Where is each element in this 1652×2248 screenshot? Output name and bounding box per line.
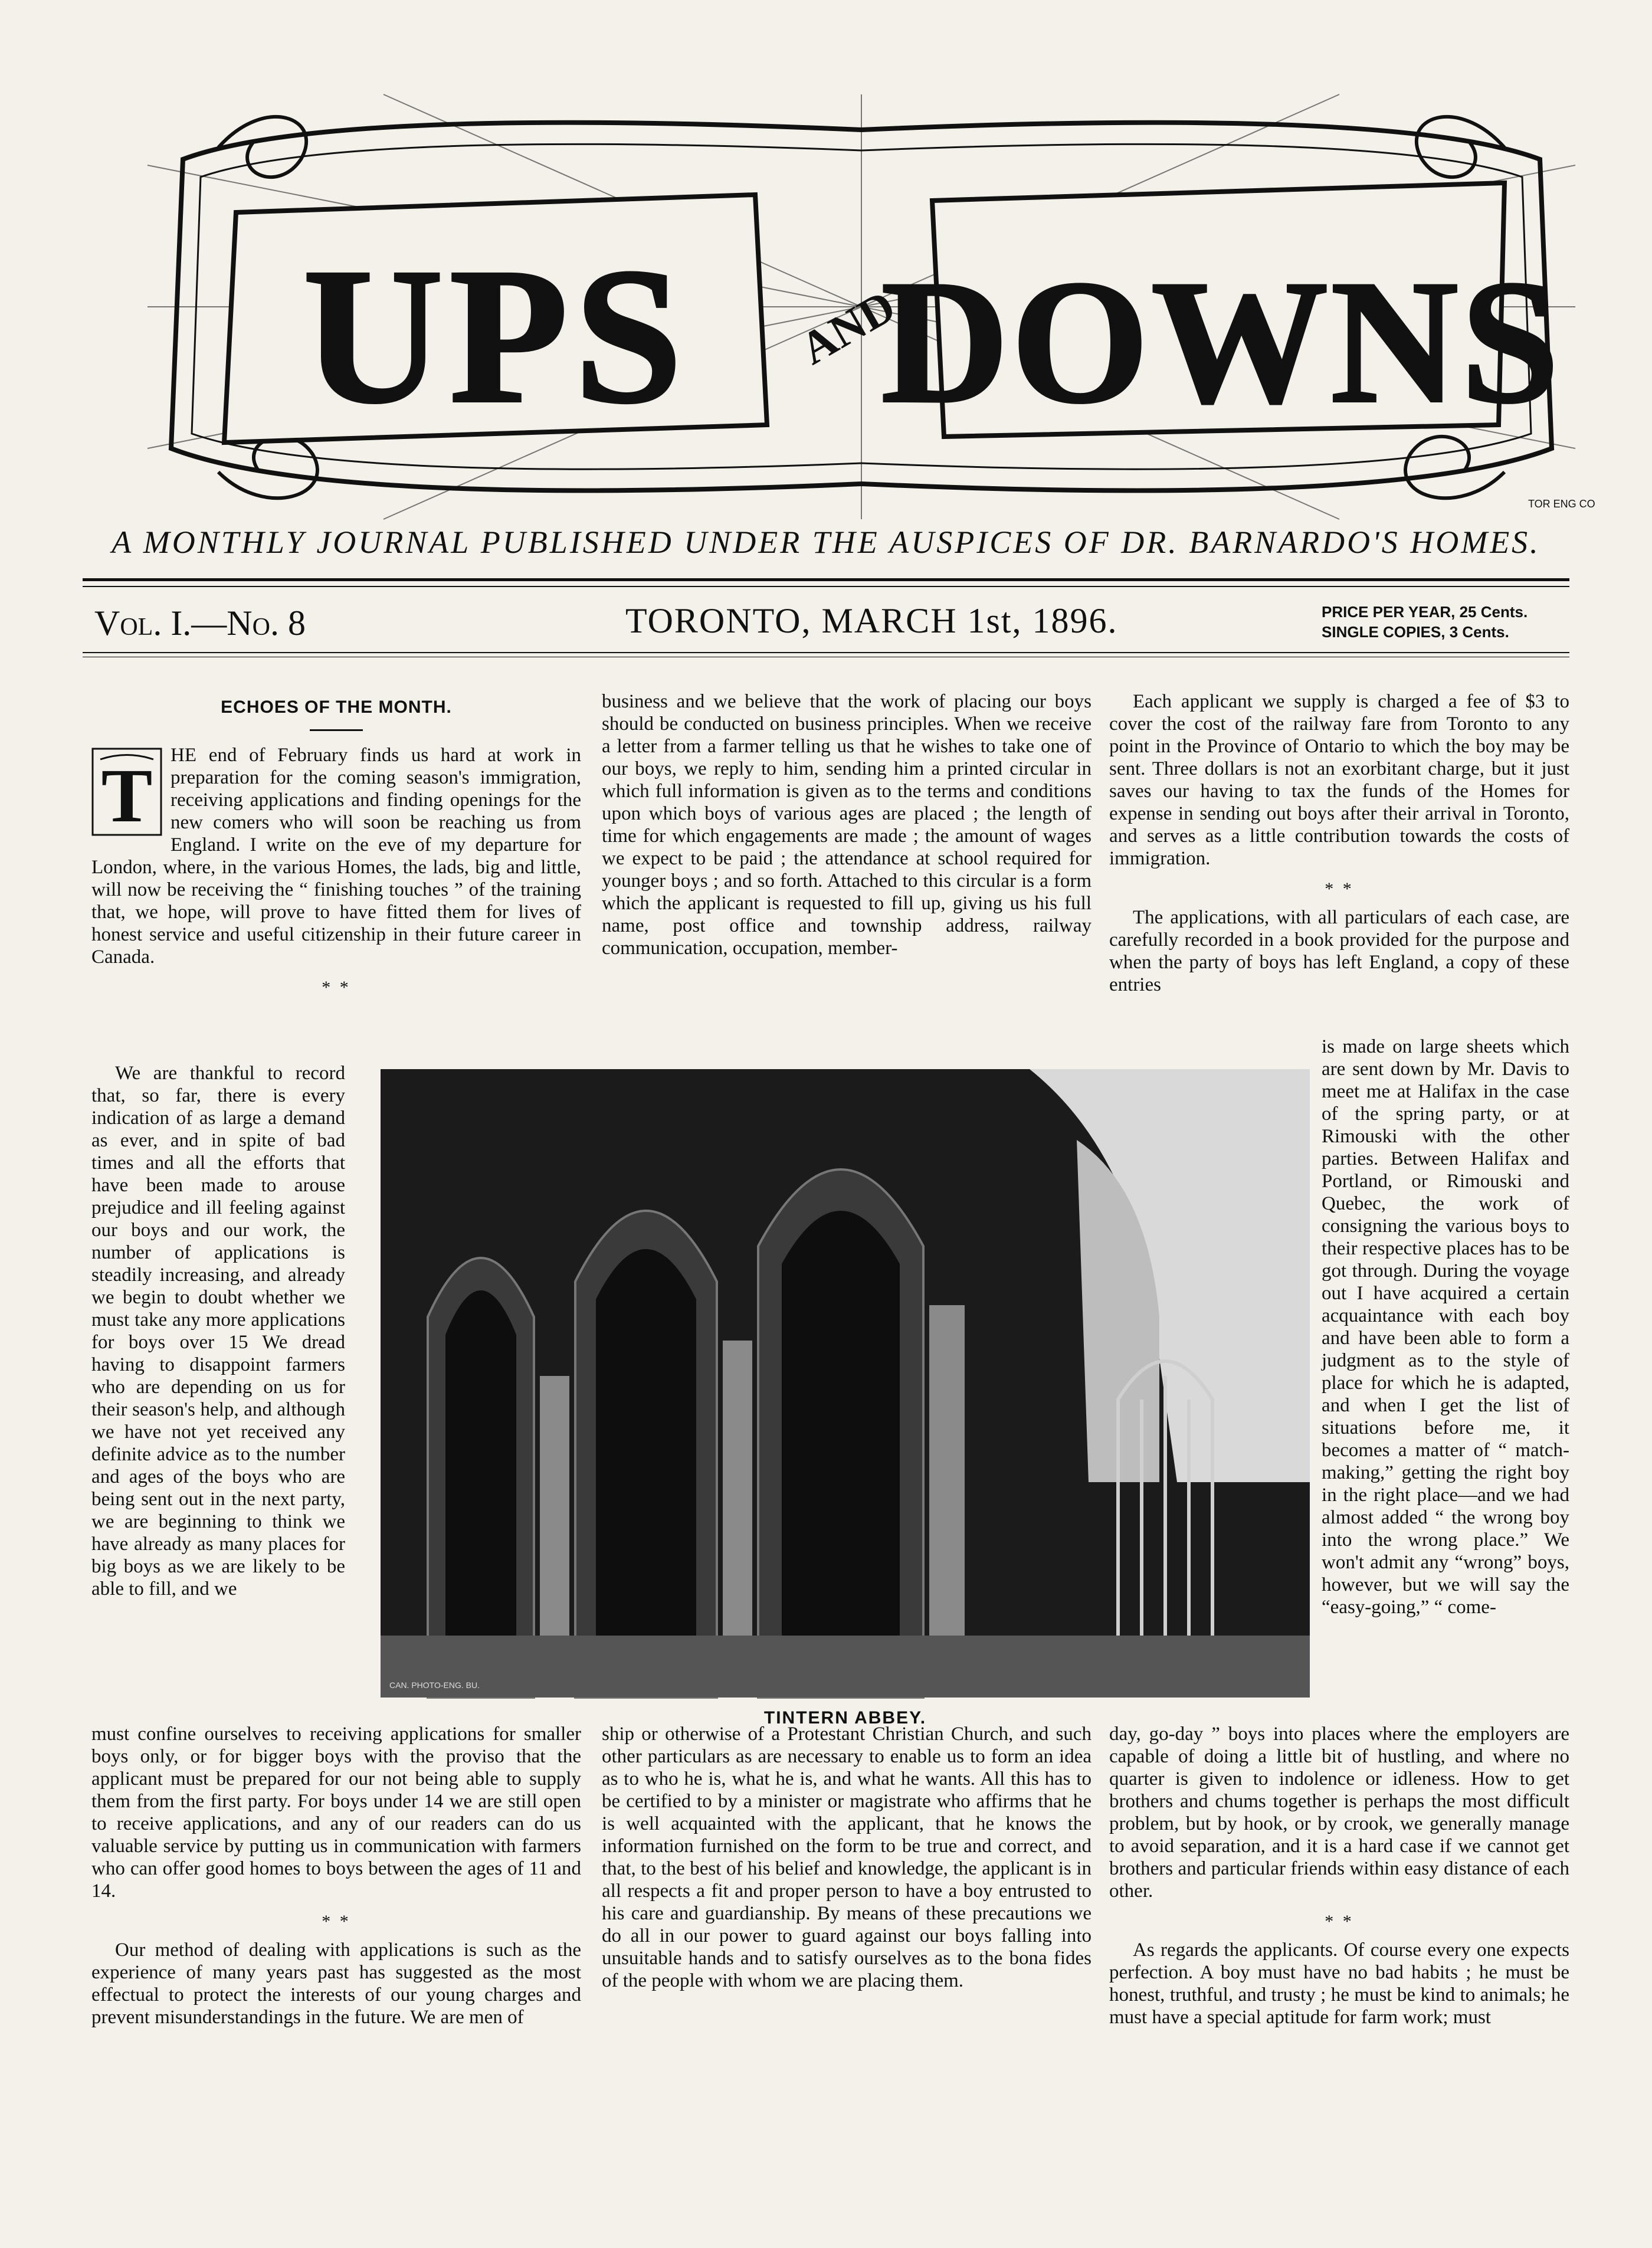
header-rule xyxy=(83,586,1569,587)
masthead-banner xyxy=(148,94,1595,519)
drop-cap-letter: T xyxy=(101,753,153,838)
paragraph: HE end of February finds us hard at work in preparation for the coming season's immigration, receiving applications and finding openings for the new comers who will soon be reaching us from England. I write on the eve of my departure for London, where, in the various Homes, the lads, big and little, will now be receiving the “ finishing touches ” of the training that, we hope, will prove to have fitted them for lives of honest service and useful citizenship in their future career in Canada. xyxy=(91,745,581,968)
section-divider: * * xyxy=(1325,879,1354,899)
paragraph: Each applicant we supply is charged a fee of $3 to cover the cost of the railway fare from Toronto to any point in the Province of Ontario to which the boy may be sent. Three dollars is not an exorbitant charge, but it just saves our having to tax the funds of the Homes for expense in sending out boys after their arrival in Toronto, and serves as a little contribution towards the costs of immigration. xyxy=(1109,691,1569,869)
section-divider: * * xyxy=(322,1912,351,1931)
column-2-top xyxy=(602,690,1092,963)
volume-number: Vol. I.—No. 8 xyxy=(94,604,306,643)
price-per-year: PRICE PER YEAR, 25 Cents. xyxy=(1322,603,1528,621)
column-2-bottom xyxy=(602,1723,1092,1995)
column-3-wrap xyxy=(1322,1035,1569,1622)
price-box xyxy=(1322,602,1528,642)
photo-caption: TINTERN ABBEY. xyxy=(763,1708,927,1728)
paragraph: is made on large sheets which are sent down by Mr. Davis to meet me at Halifax in the case of the spring party, or at Rimouski with the other parties. Between Halifax and Portland, or Rimouski and Quebec, the work of consigning the various boys to their respective places has to be got through. During the voyage out I have acquired a certain acquaintance with each boy and have been able to form a judgment as to the style of place for which he is adapted, and when I get the list of situations before me, it becomes a matter of “ match-making,” getting the right boy in the right place—and we had almost added “ the wrong boy into the wrong place.” We won't admit any “wrong” boys, however, but we will say the “easy-going,” “ come- xyxy=(1322,1036,1569,1618)
paragraph: ship or otherwise of a Protestant Christian Church, and such other particulars as are necessary to enable us to form an idea as to who he is, what he is, and what he wants. All this has to be certified to by a minister or magistrate who affirms that he is well acquainted with the applicant, that he knows the information furnished on the form to be true and correct, and that, to the best of his belief and knowledge, the applicant is in all respects a fit and proper person to have a boy entrusted to his care and guardianship. By means of these precautions we do all in our power to guard against our boys falling into unsuitable hands and to satisfy ourselves as to the bona fides of the people with whom we are placing them. xyxy=(602,1723,1092,1991)
tintern-abbey-photo xyxy=(381,1069,1310,1698)
column-3-top xyxy=(1109,690,1569,1000)
paragraph: day, go-day ” boys into places where the employers are capable of doing a little bit of hustling, and where no quarter is given to indolence or idleness. How to get brothers and chums together is perhaps the most difficult problem, but by hook, or by crook, we generally manage to avoid separation, and it is a hard case if we cannot get brothers and particular friends within easy distance of each other. xyxy=(1109,1723,1569,1902)
masthead-title-left: UPS xyxy=(303,228,689,444)
paragraph: The applications, with all particulars of each case, are carefully recorded in a book provided for the purpose and when the party of boys has left England, a copy of these entries xyxy=(1109,907,1569,995)
section-divider: * * xyxy=(1325,1912,1354,1931)
journal-subtitle: A MONTHLY JOURNAL PUBLISHED UNDER THE AUSPICES OF DR. BARNARDO'S HOMES. xyxy=(112,525,1540,560)
drop-cap-ornament xyxy=(91,748,162,836)
paragraph: We are thankful to record that, so far, there is every indication of as large a demand as ever, and in spite of bad times and all the efforts that have been made to arouse prejudice and ill feeling against our boys and our work, the number of applications is steadily increasing, and already we begin to doubt whether we must take any more applications for boys over 15 We dread having to disappoint farmers who are depending on us for their season's help, and although we have not yet received any definite advice as to the number and ages of the boys who are being sent out in the next party, we are beginning to think we have already as many places for big boys as we are likely to be able to fill, and we xyxy=(91,1063,345,1600)
price-single-copies: SINGLE COPIES, 3 Cents. xyxy=(1322,623,1509,641)
paragraph: Our method of dealing with applications is such as the experience of many years past has suggested as the most effectual to protect the interests of our young charges and prevent misunderstandings in the future. We are men of xyxy=(91,1939,581,2028)
column-1-wrap xyxy=(91,1062,345,1604)
column-1-bottom xyxy=(91,1723,581,2032)
engraver-credit: TOR ENG CO xyxy=(1528,498,1595,510)
masthead-title-right: DOWNS xyxy=(881,244,1562,440)
paragraph: must confine ourselves to receiving applications for smaller boys only, or for bigger boys with the proviso that the applicant must be prepared for our not being able to supply them from the first party. For boys under 14 we are still open to receive applications, and any of our readers can do us valuable service by putting us in communication with farmers who can offer good homes to boys between the ages of 11 and 14. xyxy=(91,1723,581,1902)
paragraph: business and we believe that the work of placing our boys should be conducted on business principles. When we receive a letter from a farmer telling us that he wishes to take one of our boys, we reply to him, sending him a printed circular in which full information is given as to the terms and conditions upon which boys of various ages are placed ; the length of time for which engagements are made ; the amount of wages we expect to be paid ; the attendance at school required for younger boys ; and so forth. Attached to this circular is a form which the applicant is requested to fill up, giving us his full name, post office and township address, railway communication, occupation, member- xyxy=(602,691,1092,959)
header-rule xyxy=(83,578,1569,581)
heading-rule xyxy=(310,729,363,731)
masthead-title-and: AND xyxy=(791,280,904,375)
header-rule xyxy=(83,652,1569,653)
issue-place-date: TORONTO, MARCH 1st, 1896. xyxy=(625,601,1118,640)
column-1-top xyxy=(91,690,581,1005)
column-3-bottom xyxy=(1109,1723,1569,2032)
paragraph: As regards the applicants. Of course every one expects perfection. A boy must have no bad habits ; he must be honest, truthful, and trusty ; he must be kind to animals; he must have a special aptitude for farm work; must xyxy=(1109,1939,1569,2028)
photo-credit: CAN. PHOTO-ENG. BU. xyxy=(389,1680,480,1690)
section-divider: * * xyxy=(322,978,351,997)
article-heading: ECHOES OF THE MONTH. xyxy=(221,697,452,717)
